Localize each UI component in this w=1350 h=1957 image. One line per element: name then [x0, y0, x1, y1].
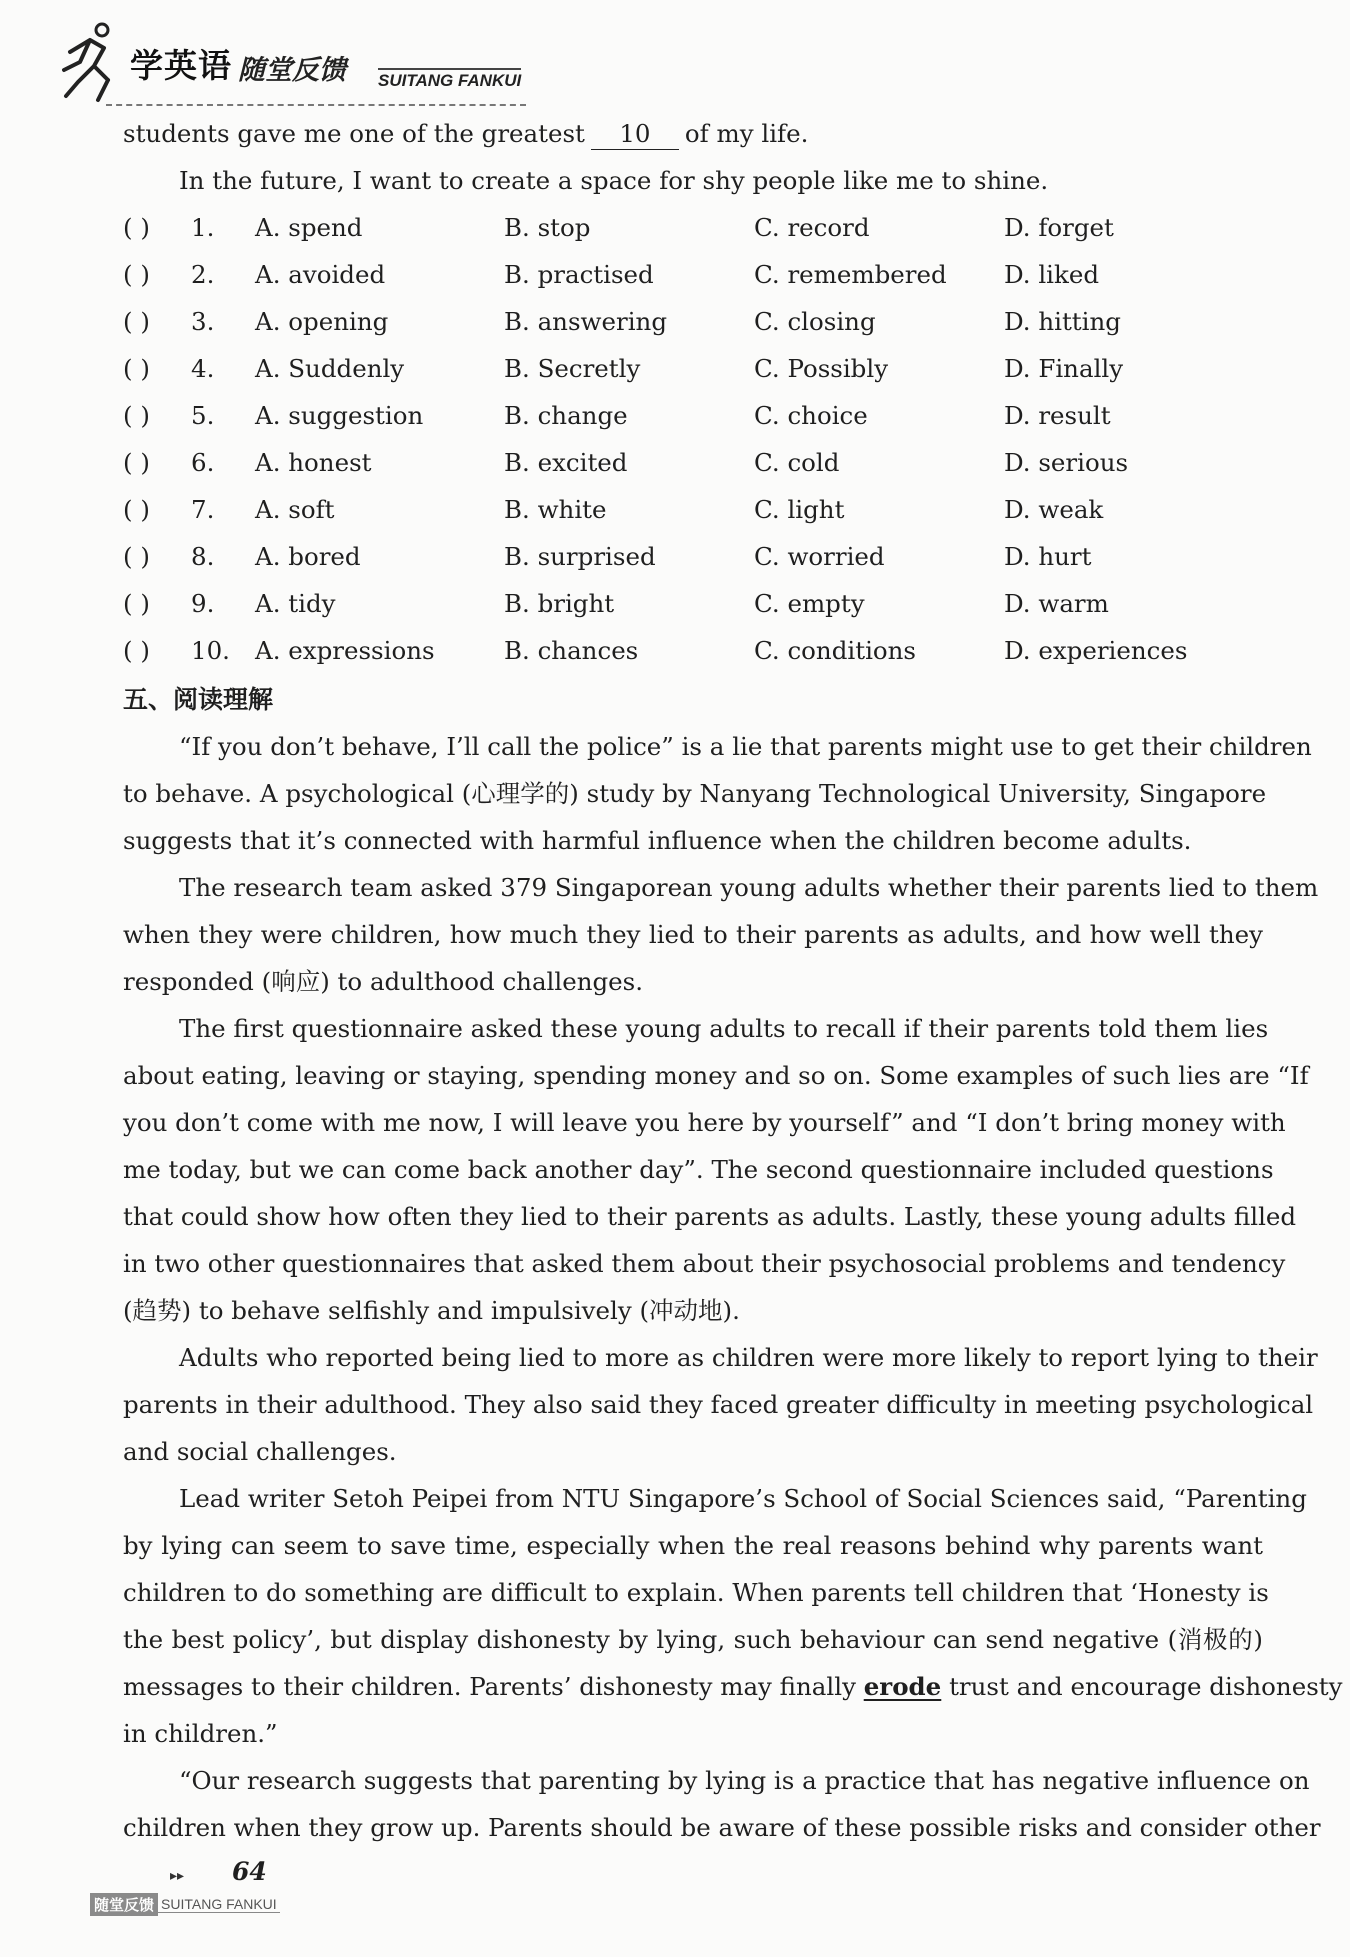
option-b: B. white	[504, 495, 607, 524]
logo-subtitle: 随堂反馈	[238, 55, 346, 86]
passage-line: in children.”	[123, 1719, 278, 1748]
passage-line: to behave. A psychological (心理学的) study by Nanyang Technological University, Singapore	[123, 779, 1267, 808]
logo-english: SUITANG FANKUI	[378, 68, 521, 91]
option-c: C. closing	[754, 307, 876, 336]
option-c: C. cold	[754, 448, 840, 477]
footer-badge-cn: 随堂反馈	[90, 1893, 158, 1916]
emphasized-word: erode	[863, 1672, 942, 1701]
option-b: B. bright	[504, 589, 615, 618]
option-a: A. tidy	[255, 589, 336, 618]
passage-line: Lead writer Setoh Peipei from NTU Singapore’s School of Social Sciences said, “Parenting	[179, 1484, 1307, 1513]
passage-line: The research team asked 379 Singaporean young adults whether their parents lied to them	[179, 873, 1319, 902]
option-a: A. Suddenly	[255, 354, 405, 383]
answer-paren: ( )	[123, 260, 150, 289]
option-b: B. surprised	[504, 542, 656, 571]
option-d: D. result	[1004, 401, 1111, 430]
passage-line: parents in their adulthood. They also said they faced greater difficulty in meeting psychological	[123, 1390, 1314, 1419]
logo-title: 学英语	[130, 46, 232, 85]
option-c: C. remembered	[754, 260, 947, 289]
option-a: A. honest	[255, 448, 372, 477]
passage-line: The first questionnaire asked these young adults to recall if their parents told them lies	[179, 1014, 1269, 1043]
option-d: D. experiences	[1004, 636, 1188, 665]
page-header	[60, 14, 560, 106]
answer-paren: ( )	[123, 354, 150, 383]
option-c: C. light	[754, 495, 845, 524]
passage-line	[123, 1663, 1343, 1710]
passage-line: about eating, leaving or staying, spending money and so on. Some examples of such lies are “If	[123, 1061, 1309, 1090]
footer-badge	[90, 1893, 280, 1915]
answer-paren: ( )	[123, 448, 150, 477]
option-a: A. avoided	[255, 260, 386, 289]
question-row	[123, 392, 1263, 439]
option-a: A. soft	[255, 495, 335, 524]
question-number: 6.	[191, 448, 215, 477]
option-b: B. excited	[504, 448, 628, 477]
passage-line: and social challenges.	[123, 1437, 397, 1466]
answer-paren: ( )	[123, 495, 150, 524]
question-row	[123, 439, 1263, 486]
passage-line: you don’t come with me now, I will leave you here by yourself” and “I don’t bring money with	[123, 1108, 1286, 1137]
option-c: C. Possibly	[754, 354, 889, 383]
passage-line: that could show how often they lied to their parents as adults. Lastly, these young adults filled	[123, 1202, 1297, 1231]
section-title: 五、阅读理解	[123, 685, 274, 714]
question-number: 9.	[191, 589, 215, 618]
option-a: A. suggestion	[255, 401, 424, 430]
answer-blank: 10	[591, 119, 679, 150]
option-b: B. practised	[504, 260, 654, 289]
option-d: D. weak	[1004, 495, 1104, 524]
text-line: In the future, I want to create a space for shy people like me to shine.	[179, 166, 1049, 195]
question-number: 2.	[191, 260, 215, 289]
option-a: A. opening	[255, 307, 389, 336]
option-b: B. chances	[504, 636, 639, 665]
answer-paren: ( )	[123, 636, 150, 665]
question-row	[123, 204, 1263, 251]
question-row	[123, 627, 1263, 674]
option-b: B. answering	[504, 307, 668, 336]
option-a: A. spend	[255, 213, 363, 242]
line-text: trust and encourage dishonesty	[949, 1672, 1343, 1701]
line-text: messages to their children. Parents’ dishonesty may finally	[123, 1672, 856, 1701]
option-c: C. conditions	[754, 636, 917, 665]
passage-line: children when they grow up. Parents should be aware of these possible risks and consider other	[123, 1813, 1321, 1842]
footer-arrow-icon: ▸▸	[170, 1868, 185, 1884]
answer-paren: ( )	[123, 542, 150, 571]
question-number: 1.	[191, 213, 215, 242]
option-a: A. expressions	[255, 636, 435, 665]
question-row	[123, 486, 1263, 533]
page-number: 64	[232, 1857, 267, 1886]
question-row	[123, 345, 1263, 392]
passage-line: Adults who reported being lied to more as children were more likely to report lying to their	[179, 1343, 1318, 1372]
text-line	[123, 110, 1263, 157]
passage-line: “Our research suggests that parenting by lying is a practice that has negative influence on	[179, 1766, 1310, 1795]
option-d: D. hurt	[1004, 542, 1092, 571]
question-number: 8.	[191, 542, 215, 571]
option-d: D. liked	[1004, 260, 1100, 289]
option-d: D. serious	[1004, 448, 1129, 477]
header-divider	[106, 104, 526, 106]
passage-line: in two other questionnaires that asked them about their psychosocial problems and tendency	[123, 1249, 1286, 1278]
passage-line: me today, but we can come back another day”. The second questionnaire included questions	[123, 1155, 1274, 1184]
question-row	[123, 533, 1263, 580]
passage-line: by lying can seem to save time, especially when the real reasons behind why parents want	[123, 1531, 1263, 1560]
answer-paren: ( )	[123, 307, 150, 336]
question-number: 5.	[191, 401, 215, 430]
option-b: B. stop	[504, 213, 591, 242]
answer-paren: ( )	[123, 213, 150, 242]
option-c: C. choice	[754, 401, 868, 430]
option-c: C. worried	[754, 542, 885, 571]
option-b: B. change	[504, 401, 628, 430]
option-d: D. warm	[1004, 589, 1109, 618]
passage-line: responded (响应) to adulthood challenges.	[123, 967, 644, 996]
passage-line: when they were children, how much they lied to their parents as adults, and how well they	[123, 920, 1263, 949]
question-row	[123, 251, 1263, 298]
passage-line: “If you don’t behave, I’ll call the police” is a lie that parents might use to get their children	[179, 732, 1312, 761]
runner-logo-icon	[60, 22, 120, 106]
question-row	[123, 580, 1263, 627]
line-text: of my life.	[684, 119, 809, 148]
option-d: D. forget	[1004, 213, 1114, 242]
option-d: D. Finally	[1004, 354, 1124, 383]
question-row	[123, 298, 1263, 345]
answer-paren: ( )	[123, 401, 150, 430]
footer-badge-en: SUITANG FANKUI	[158, 1896, 280, 1913]
passage-line: suggests that it’s connected with harmful influence when the children become adults.	[123, 826, 1192, 855]
passage-line: the best policy’, but display dishonesty by lying, such behaviour can send negative (消极的)	[123, 1625, 1263, 1654]
question-number: 7.	[191, 495, 215, 524]
option-c: C. record	[754, 213, 870, 242]
line-text: students gave me one of the greatest	[123, 119, 585, 148]
answer-paren: ( )	[123, 589, 150, 618]
question-number: 10.	[191, 636, 230, 665]
question-number: 4.	[191, 354, 215, 383]
passage-line: children to do something are difficult to explain. When parents tell children that ‘Honesty is	[123, 1578, 1269, 1607]
passage-line: (趋势) to behave selfishly and impulsively (冲动地).	[123, 1296, 740, 1325]
option-c: C. empty	[754, 589, 865, 618]
option-b: B. Secretly	[504, 354, 641, 383]
question-number: 3.	[191, 307, 215, 336]
option-d: D. hitting	[1004, 307, 1121, 336]
option-a: A. bored	[255, 542, 361, 571]
